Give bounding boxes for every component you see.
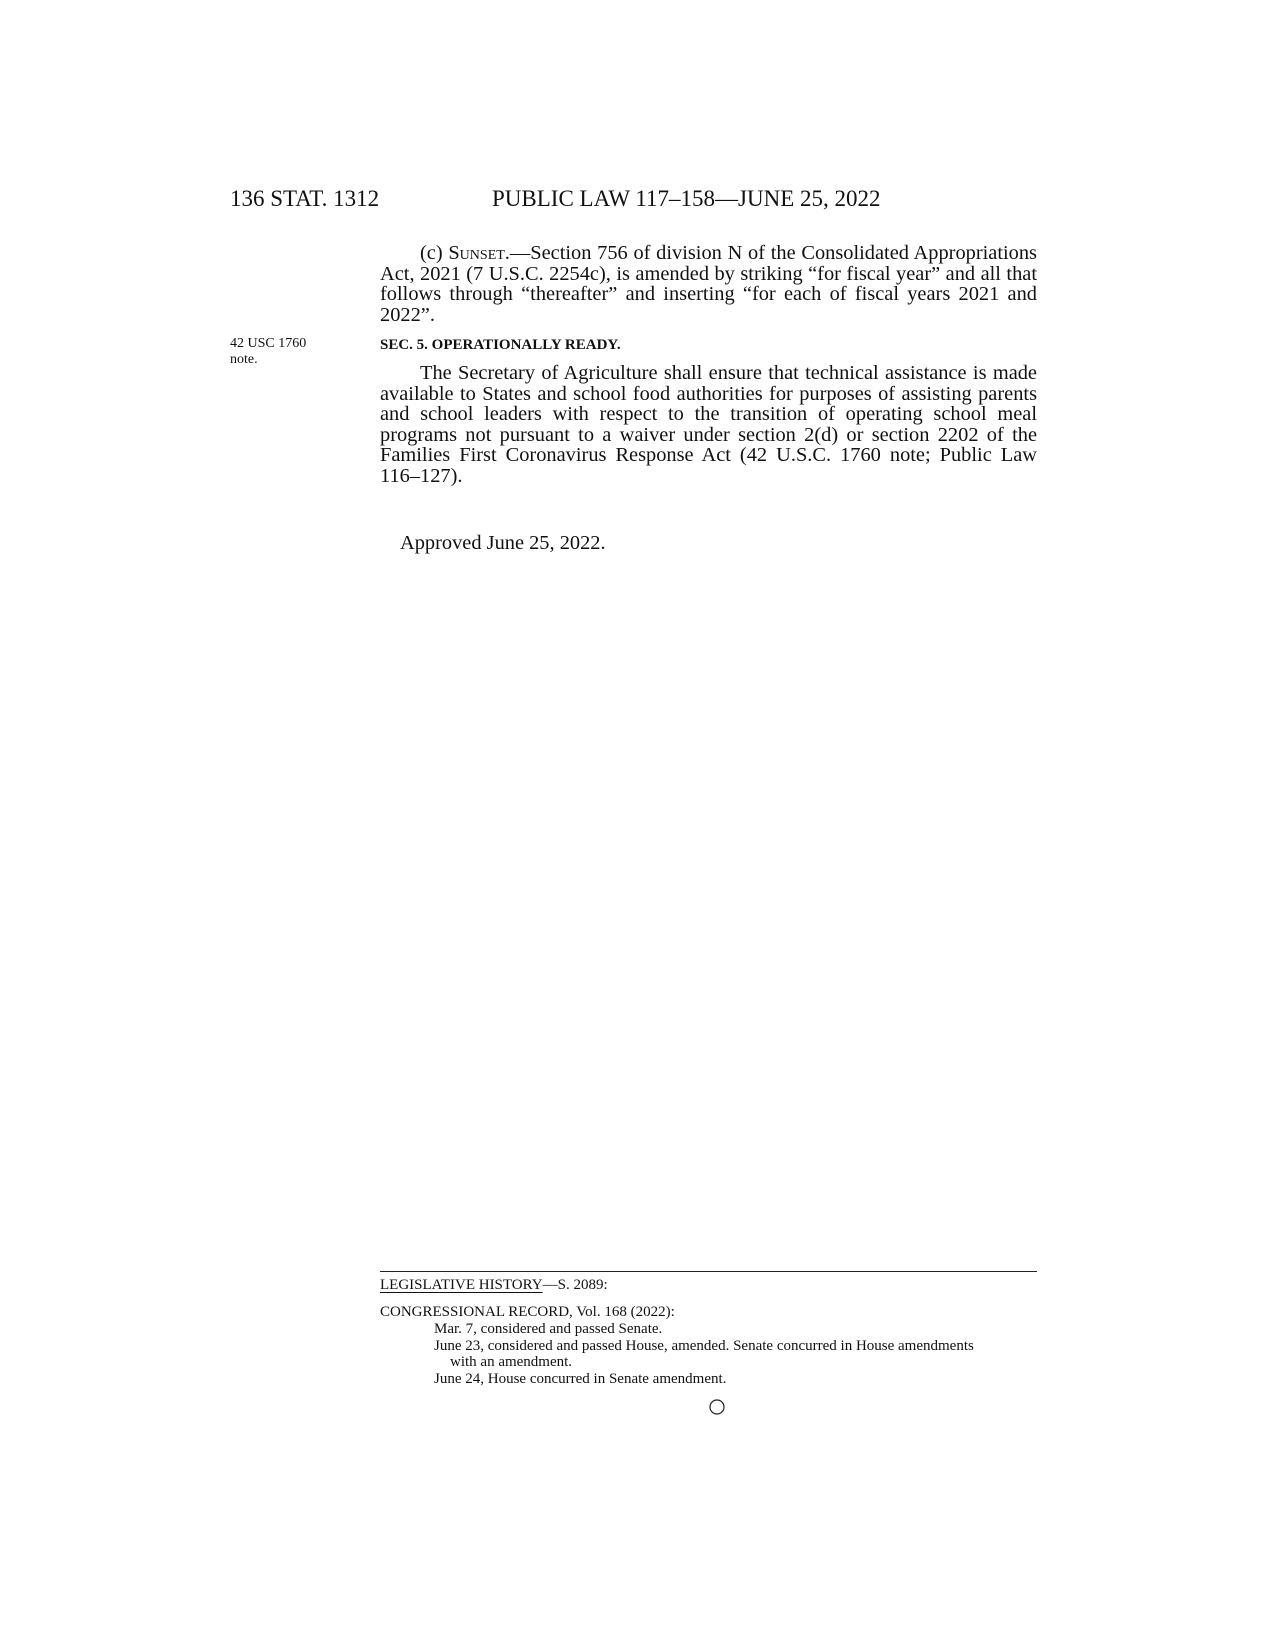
sunset-label-prefix: (c): [420, 242, 449, 264]
congressional-record: CONGRESSIONAL RECORD, Vol. 168 (2022):: [380, 1304, 675, 1320]
margin-note: [230, 336, 350, 368]
footnote-divider: [380, 1271, 1037, 1272]
approval-date: Approved June 25, 2022.: [400, 532, 606, 554]
legislative-action: Mar. 7, considered and passed Senate.: [434, 1321, 663, 1337]
circle-icon: [709, 1399, 725, 1415]
statute-page-reference: 136 STAT. 1312: [230, 186, 380, 211]
legislative-history-title: LEGISLATIVE HISTORY: [380, 1277, 543, 1293]
legislative-actions: [380, 1321, 1037, 1387]
section-5-text: The Secretary of Agriculture shall ensure that technical assistance is made available to States and school food authorities for purposes of assisting parents and school leaders with respect to the transition of operating school meal programs not pursuant to a waiver under section 2(d) or section 2202 of the Families First Coronavirus Response Act (42 U.S.C. 1760 note; Public Law 116–127).: [380, 362, 1037, 487]
sunset-label: Sunset: [448, 242, 505, 264]
bill-number: —S. 2089:: [542, 1277, 608, 1293]
public-law-title: PUBLIC LAW 117–158—JUNE 25, 2022: [492, 186, 881, 211]
section-heading: SEC. 5. OPERATIONALLY READY.: [380, 337, 621, 353]
margin-note-citation: 42 USC 1760: [230, 336, 307, 351]
legislative-action: June 24, House concurred in Senate amendment.: [434, 1370, 727, 1387]
sunset-text: .—Section 756 of division N of the Consolidated Appropriations Act, 2021 (7 U.S.C. 2254c), is amended by striking “for fiscal year” and all that follows through “thereafter” and inserting “for each of fiscal years 2021 and 2022”.: [380, 242, 1037, 326]
running-header: [0, 184, 1275, 214]
section-5-paragraph: [380, 363, 1037, 486]
margin-note-suffix: note.: [230, 352, 258, 367]
legislative-history: [380, 1277, 1037, 1387]
sunset-paragraph: [380, 243, 1037, 325]
legislative-action: June 23, considered and passed House, amended. Senate concurred in House amendments with an amendment.: [434, 1337, 974, 1370]
